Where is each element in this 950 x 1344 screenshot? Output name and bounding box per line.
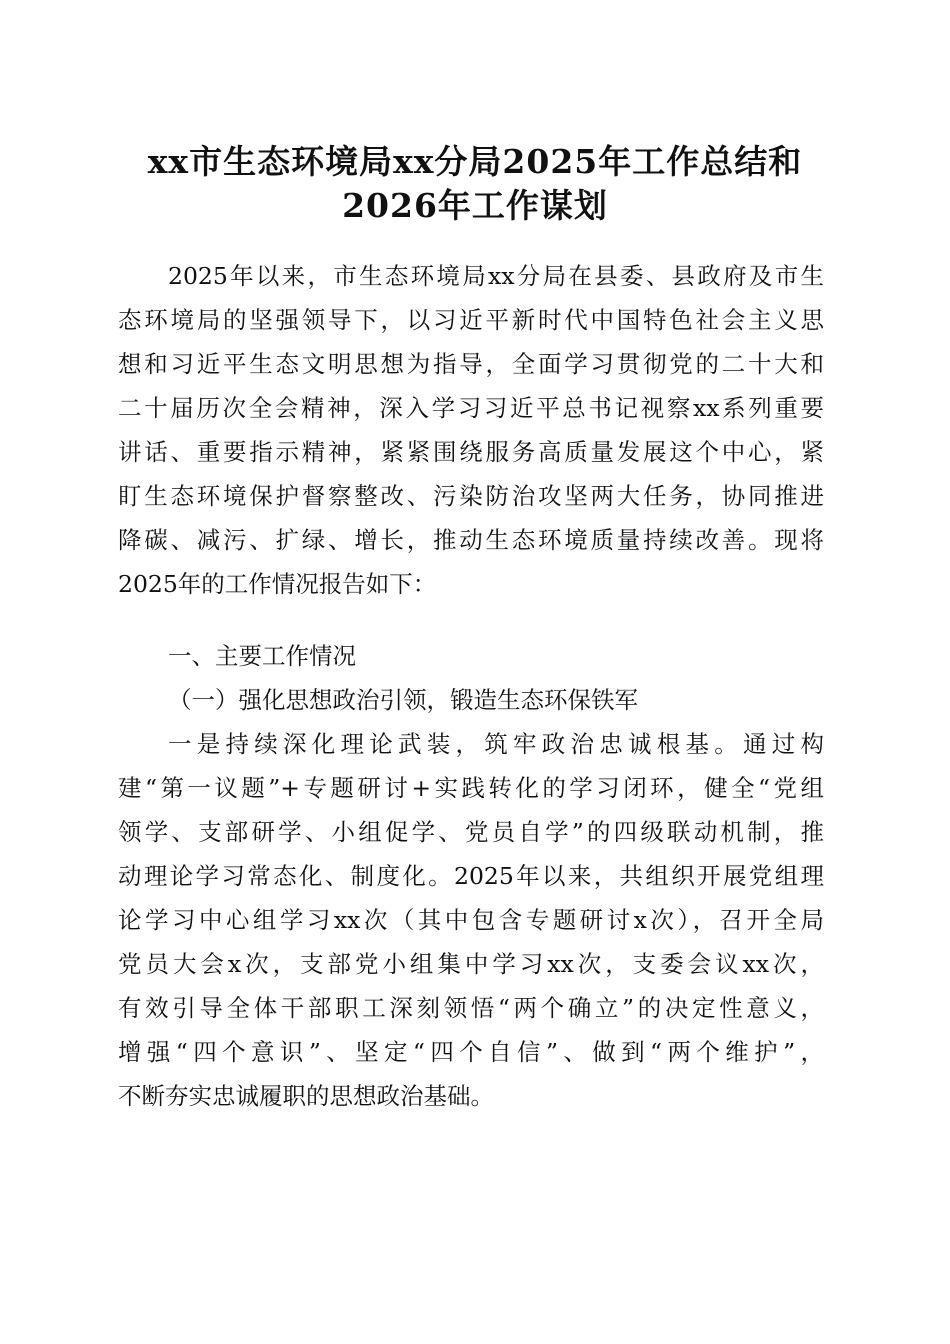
intro-line: 二十届历次全会精神，深入学习习近平总书记视察xx系列重要 xyxy=(118,394,824,422)
paragraph-line: 建“第一议题”+专题研讨+实践转化的学习闭环，健全“党组 xyxy=(118,774,824,802)
intro-line: 降碳、减污、扩绿、增长，推动生态环境质量持续改善。现将 xyxy=(118,526,824,554)
paragraph-line: 领学、支部研学、小组促学、党员自学”的四级联动机制，推 xyxy=(118,818,824,846)
paragraph-first-line xyxy=(168,722,824,766)
intro-line: 2025年以来，市生态环境局xx分局在县委、县政府及市生 xyxy=(168,262,824,290)
intro-line: 2025年的工作情况报告如下： xyxy=(118,570,437,598)
intro-line: 讲话、重要指示精神，紧紧围绕服务高质量发展这个中心，紧 xyxy=(118,438,824,466)
paragraph-line: 党员大会x次，支部党小组集中学习xx次，支委会议xx次， xyxy=(118,950,824,978)
intro-line: 盯生态环境保护督察整改、污染防治攻坚两大任务，协同推进 xyxy=(118,482,824,510)
paragraph-lead-sentence: 一是持续深化理论武装，筑牢政治忠诚根基。 xyxy=(168,730,743,758)
paragraph-line: 有效引导全体干部职工深刻领悟“两个确立”的决定性意义， xyxy=(118,994,824,1022)
paragraph-first-line-rest: 通过构 xyxy=(743,730,824,758)
document-title-line-2: 2026年工作谋划 xyxy=(342,186,608,225)
intro-line: 态环境局的坚强领导下，以习近平新时代中国特色社会主义思 xyxy=(118,306,824,334)
paragraph-line: 动理论学习常态化、制度化。2025年以来，共组织开展党组理 xyxy=(118,862,824,890)
subsection-heading: （一）强化思想政治引领，锻造生态环保铁军 xyxy=(168,686,638,714)
paragraph-line: 论学习中心组学习xx次（其中包含专题研讨x次），召开全局 xyxy=(118,906,824,934)
document-title-line-1: xx市生态环境局xx分局2025年工作总结和 xyxy=(147,142,803,181)
paragraph-line: 不断夯实忠诚履职的思想政治基础。 xyxy=(118,1082,494,1110)
section-heading: 一、主要工作情况 xyxy=(168,642,356,670)
paragraph-line: 增强“四个意识”、坚定“四个自信”、做到“两个维护”， xyxy=(118,1038,824,1066)
intro-line: 想和习近平生态文明思想为指导，全面学习贯彻党的二十大和 xyxy=(118,350,824,378)
